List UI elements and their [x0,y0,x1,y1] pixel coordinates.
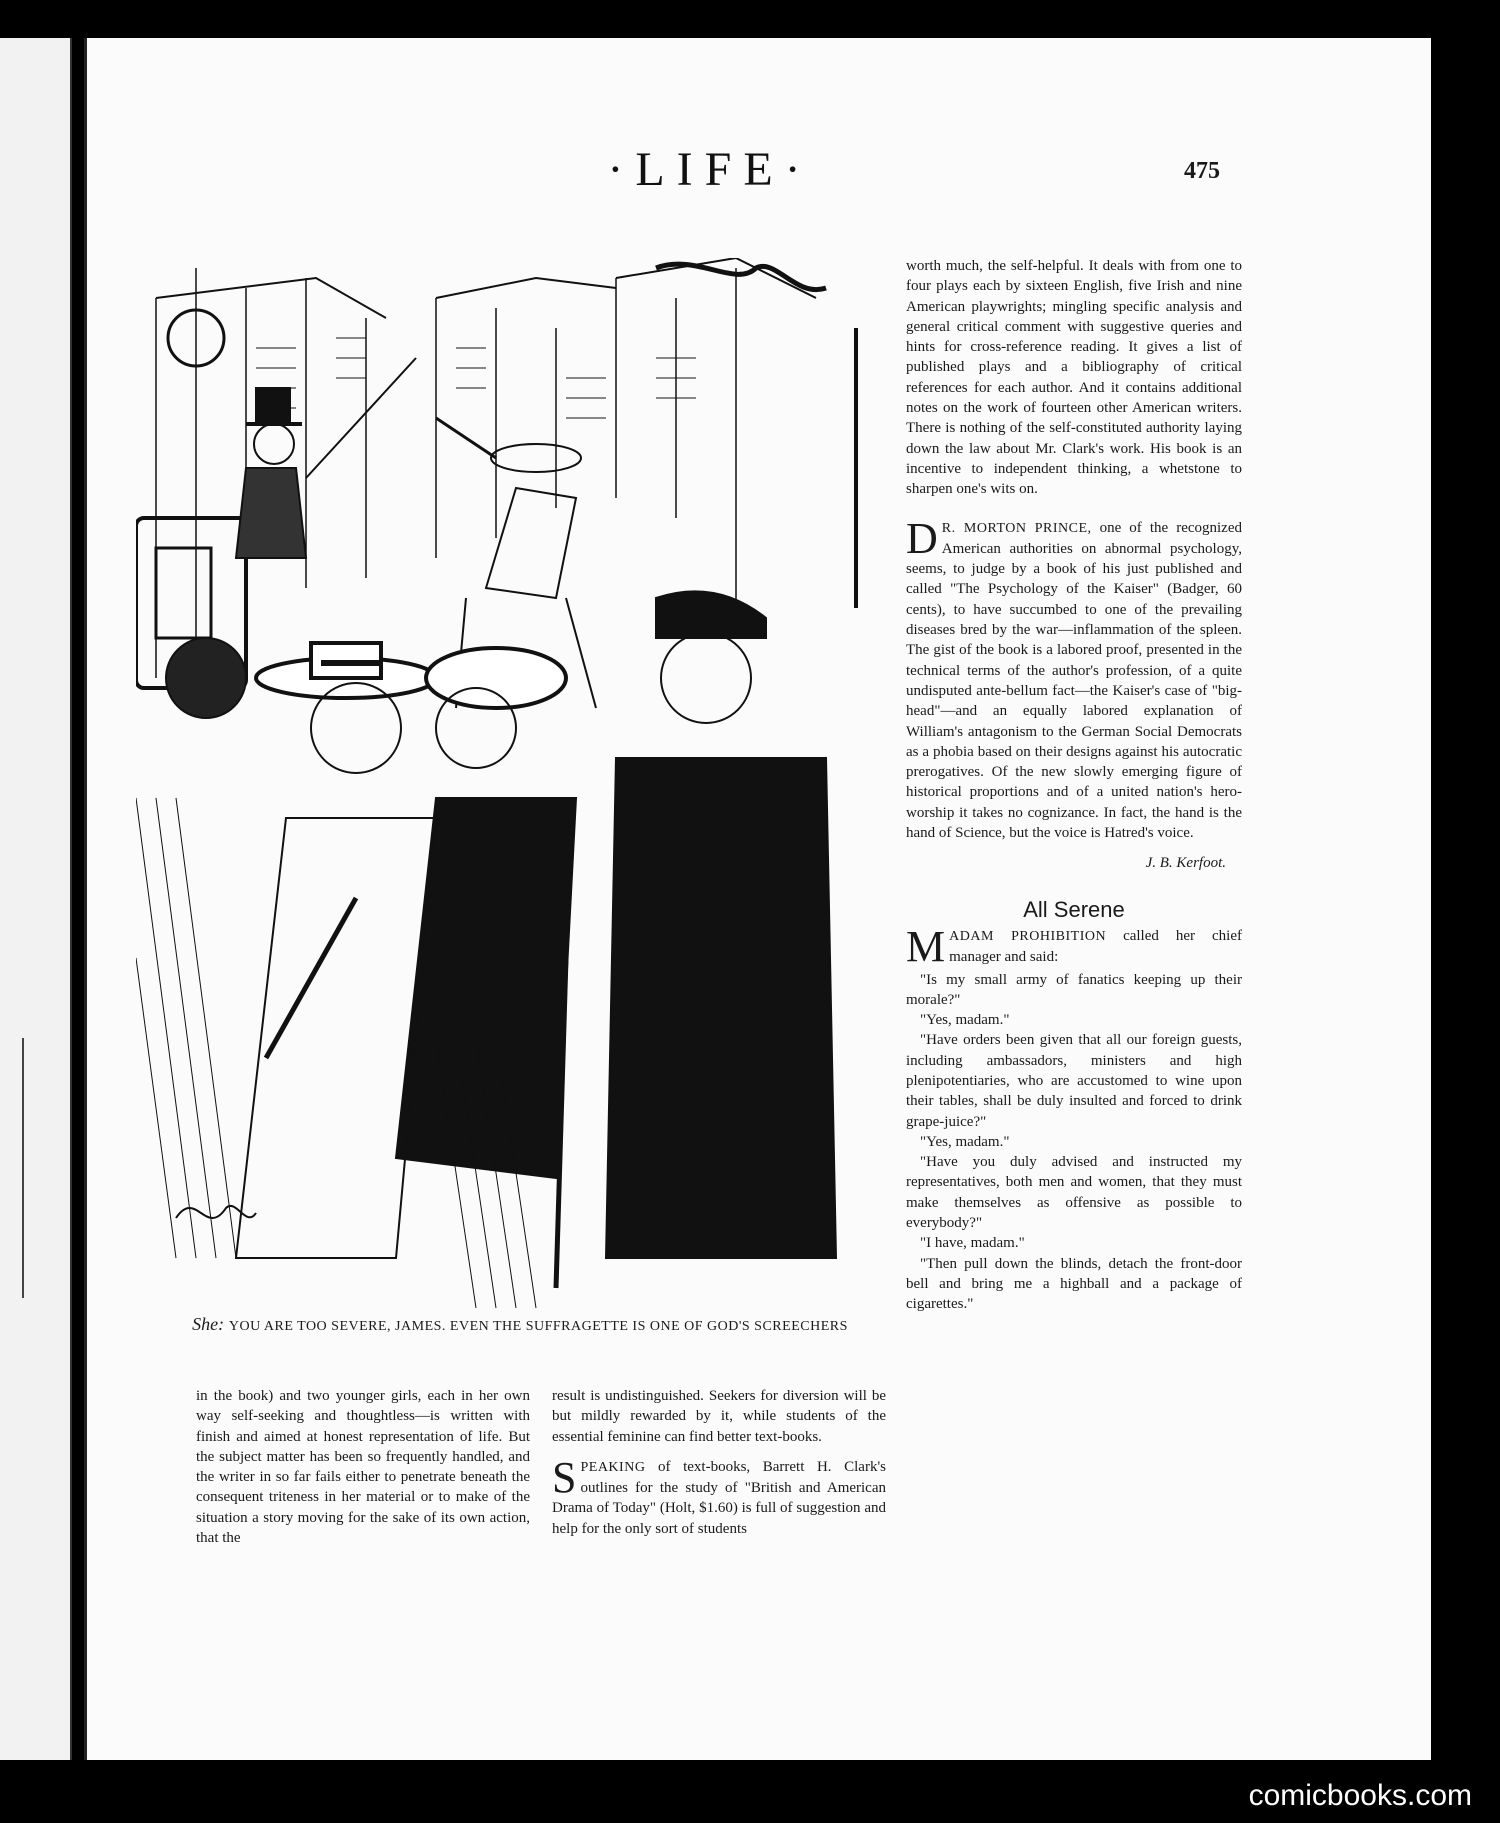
dialogue-line: "Have you duly advised and instructed my representatives, both men and women, that they must make themselves as offensive as possible to everybody?" [906,1154,1242,1232]
lead-in: ADAM PROHIBITION [949,928,1107,944]
previous-page-edge [0,38,72,1760]
caption-speaker: She: [192,1314,225,1334]
text-column-2 [552,1386,886,1549]
dialogue-line: "Then pull down the blinds, detach the front-door bell and bring me a highball and a package of cigarettes." [906,1255,1242,1313]
paragraph-text: called her chief manager and said: [949,927,1242,966]
dialogue-line: "Have orders been given that all our foreign guests, including ambassadors, ministers and high plenipotentiaries, who are accustomed to wine upon their tables, shall be duly insulted and forced to drink grape-juice?" [906,1032,1242,1130]
review-clark-continued: worth much, the self-helpful. It deals with from one to four plays each by sixteen English, five Irish and nine American playwrights; mingling specific analysis and general critical comment with suggestive queries and hints for cross-reference reading. It gives a list of published plays and a bibliography of critical references for each author. And it contains additional notes on the work of fourteen other American writers. There is nothing of the self-constituted authority laying down the law about Mr. Clark's work. His book is an incentive to independent thinking, a whetstone to sharpen one's wits on. [906,258,1242,498]
byline: J. B. Kerfoot. [1145,855,1226,872]
lead-in: R. MORTON PRINCE, [941,520,1092,536]
lead-in: PEAKING [580,1459,646,1475]
drop-cap: M [906,921,946,971]
review-conclusion: result is undistinguished. Seekers for diversion will be but mildly rewarded by it, while students of the essential feminine can find better text-books. [552,1388,886,1445]
story-opening [906,921,1242,971]
drop-cap: S [552,1452,577,1502]
caption-text: YOU ARE TOO SEVERE, JAMES. EVEN THE SUFFRAGETTE IS ONE OF GOD'S SCREECHERS [228,1319,848,1334]
drop-cap: D [906,513,938,563]
dialogue-line: "I have, madam." [920,1235,1025,1252]
review-clark-drama [552,1452,886,1539]
text-column-3 [906,256,1242,1315]
illustration-caption [170,1313,870,1338]
page-number: 475 [1184,158,1220,184]
section-title: All Serene [1023,896,1125,922]
masthead: ·LIFE· [607,143,813,196]
watermark: comicbooks.com [1248,1779,1472,1812]
dialogue-line: "Yes, madam." [920,1133,1010,1150]
previous-page-drawing-fragment [0,1038,24,1298]
text-column-1 [196,1386,530,1558]
review-continuation: in the book) and two younger girls, each in her own way self-seeking and thoughtless—is written with finish and aimed at honest representation of life. But the subject matter has been so frequently handled, and the writer in so far fails either to penetrate beneath the consequent triteness in her material or to make of the situation a story moving for the sake of its own action, that the [196,1388,530,1547]
paragraph-text: one of the recognized American authorities on abnormal psychology, seems, to judge by a book of his just published and called "The Psychology of the Kaiser" (Badger, 60 cents), to have succumbed to one of the prevailing diseases bred by the war—inflammation of the spleen. The gist of the book is a labored proof, presented in the technical terms of the author's profession, of a quite undisputed ante-bellum fact—the Kaiser's case of "big-head"—and an equally labored explanation of William's antagonism to the German Social Democrats as a phobia based on their designs against his autocratic prerogatives. Of the new slowly emerging figure of historical proportions and of a united nation's hero-worship it takes no cognizance. In fact, the hand is the hand of Science, but the voice is Hatred's voice. [906,519,1242,842]
dialogue-line: "Is my small army of fanatics keeping up their morale?" [906,971,1242,1008]
cartoon-illustration [136,258,876,1313]
dialogue-line: "Yes, madam." [920,1012,1010,1029]
paragraph-text: of text-books, Barrett H. Clark's outlines for the study of "British and American Drama of Today" (Holt, $1.60) is full of suggestion and help for the only sort of students [552,1458,886,1537]
review-kaiser [906,513,1242,844]
